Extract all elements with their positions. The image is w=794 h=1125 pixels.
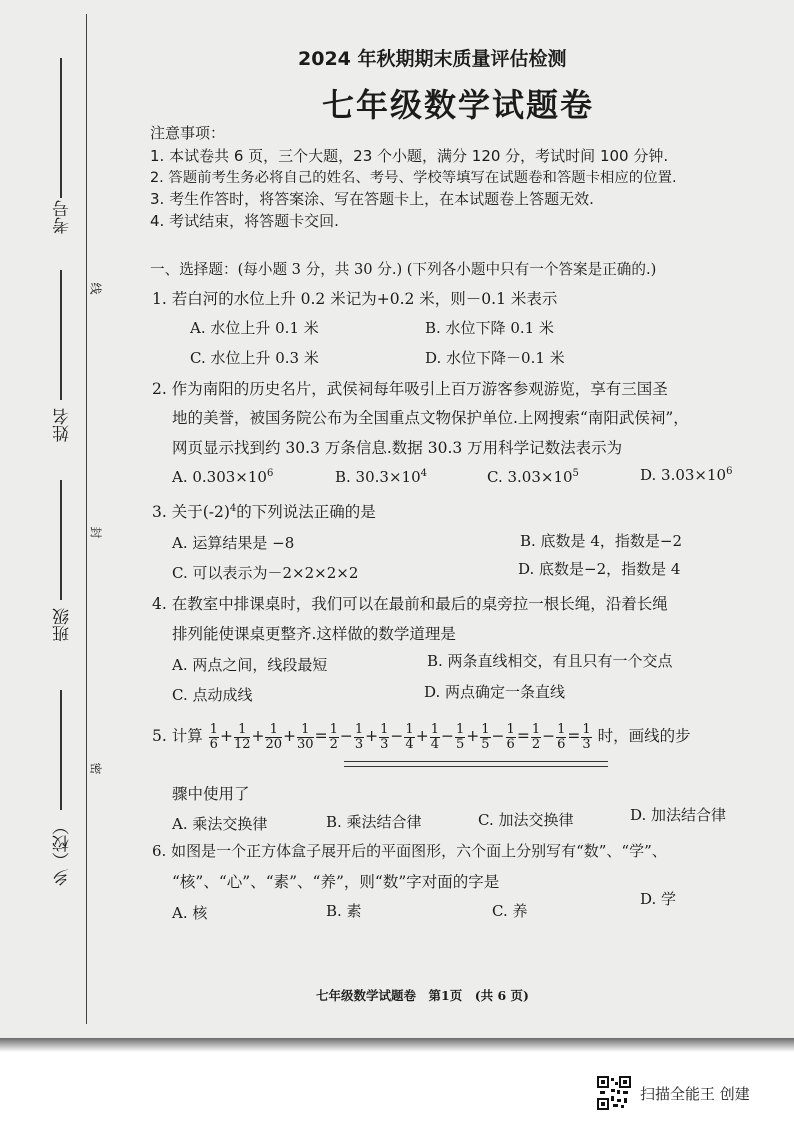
name-underline — [60, 270, 62, 400]
q2-line-3: 网页显示找到约 30.3 万条信息.数据 30.3 万用科学记数法表示为 — [172, 439, 623, 457]
q4-option-a: A. 两点之间，线段最短 — [172, 656, 328, 674]
paper-title: 七年级数学试题卷 — [322, 86, 595, 124]
q3-option-d: D. 底数是−2，指数是 4 — [518, 560, 681, 578]
q2-option-c: C. $3.03\times 10^5$ — [487, 468, 579, 486]
q5-expression: $\frac{1}{6}$ + $\frac{1}{12}$ + $\frac{1}{20}$ + $\frac{1}{30}$ = $\frac{1}{2}$ − $\frac{1}{3}$ + $\frac{1}{3}$ − $\frac{1}{4}$ + $\frac{1}{4}$ − $\frac{1}{5}$ + $\frac{1}{5}$ − $\frac{1}{6}$ = $\frac{1}{2}$ − $\frac{1}{6}$ = $\frac{1}{3}$ — [209, 721, 591, 752]
cut-mark-line: 线 — [88, 282, 103, 295]
q5-line-2: 骤中使用了 — [172, 785, 250, 803]
school-label: 乡（校） — [53, 818, 73, 886]
q2-option-b: B. $30.3\times 10^4$ — [335, 468, 427, 486]
q5-option-c: C. 加法交换律 — [478, 811, 574, 829]
q4-option-c: C. 点动成线 — [172, 686, 253, 704]
q3-option-b: B. 底数是 4，指数是−2 — [520, 532, 682, 550]
q1-option-d: D. 水位下降－0.1 米 — [425, 349, 565, 367]
notice-item-2: 2. 答题前考生务必将自己的姓名、考号、学校等填写在试题卷和答题卡相应的位置. — [150, 170, 677, 186]
notice-item-4: 4. 考试结束，将答题卡交回. — [150, 212, 339, 230]
q4-option-d: D. 两点确定一条直线 — [424, 683, 566, 701]
q6-line-1: 6. 如图是一个正方体盒子展开后的平面图形，六个面上分别写有“数”、“学”、 — [152, 842, 667, 860]
cut-mark-seal: 封 — [88, 526, 103, 539]
q3-stem: 3. 关于$(-2)^4$的下列说法正确的是 — [152, 502, 376, 521]
class-label: 班级 — [53, 608, 73, 642]
q4-line-1: 4. 在教室中排课桌时，我们可以在最前和最后的桌旁拉一根长绳，沿着长绳 — [152, 595, 668, 613]
paper-bottom-edge — [0, 1038, 794, 1052]
q2-option-a: A. $0.303\times 10^6$ — [172, 468, 274, 486]
q1-option-b: B. 水位下降 0.1 米 — [425, 319, 554, 337]
q3-option-c: C. 可以表示为－2×2×2×2 — [172, 564, 359, 582]
q4-option-b: B. 两条直线相交，有且只有一个交点 — [427, 652, 673, 670]
notice-item-1: 1. 本试卷共 6 页，三个大题，23 个小题，满分 120 分，考试时间 100 分钟. — [150, 147, 669, 165]
q5-stem: 5. 计算 $\frac{1}{6}$ + $\frac{1}{12}$ + $\frac{1}{20}$ + $\frac{1}{30}$ = $\frac{1}{2}$ − $\frac{1}{3}$ + $\frac{1}{3}$ − $\frac{1}{4}$ + $\frac{1}{4}$ − $\frac{1}{5}$ + $\frac{1}{5}$ − $\frac{1}{6}$ = $\frac{1}{2}$ − $\frac{1}{6}$ = $\frac{1}{3}$ 时，画线的步 — [152, 721, 691, 752]
q1-option-c: C. 水位上升 0.3 米 — [190, 349, 319, 367]
q5-option-b: B. 乘法结合律 — [326, 813, 422, 831]
q3-option-a: A. 运算结果是 −8 — [172, 534, 295, 552]
exam-no-underline — [60, 58, 62, 198]
q5-option-a: A. 乘法交换律 — [172, 815, 268, 833]
exam-title: 2024 年秋期期末质量评估检测 — [298, 48, 567, 70]
school-underline — [60, 690, 62, 810]
q2-line-2: 地的美誉，被国务院公布为全国重点文物保护单位.上网搜索“南阳武侯祠”， — [172, 409, 689, 427]
exam-no-label: 考号 — [53, 200, 73, 234]
section-title: 一、选择题：(每小题 3 分，共 30 分.) (下列各小题中只有一个答案是正确的.) — [150, 261, 657, 278]
cut-mark-secret: 密 — [88, 762, 103, 775]
q6-option-d: D. 学 — [640, 890, 677, 908]
qr-code-icon — [597, 1076, 631, 1110]
scanner-watermark: 扫描全能王 创建 — [640, 1085, 750, 1103]
q4-line-2: 排列能使课桌更整齐.这样做的数学道理是 — [172, 625, 456, 643]
q1-stem: 1. 若白河的水位上升 0.2 米记为+0.2 米，则－0.1 米表示 — [152, 290, 558, 308]
notice-item-3: 3. 考生作答时，将答案涂、写在答题卡上，在本试题卷上答题无效. — [150, 190, 594, 208]
notice-heading: 注意事项： — [150, 124, 226, 142]
class-underline — [60, 480, 62, 600]
q5-double-underline — [344, 761, 608, 767]
binding-line — [86, 14, 87, 1024]
q6-option-a: A. 核 — [172, 904, 208, 922]
q5-option-d: D. 加法结合律 — [630, 806, 727, 824]
name-label: 姓名 — [53, 408, 73, 442]
q2-option-d: D. $3.03\times 10^6$ — [640, 466, 733, 484]
q2-line-1: 2. 作为南阳的历史名片，武侯祠每年吸引上百万游客参观游览，享有三国圣 — [152, 380, 668, 398]
q6-line-2: “核”、“心”、“素”、“养”，则“数”字对面的字是 — [172, 873, 500, 891]
q6-option-c: C. 养 — [492, 902, 528, 920]
q1-option-a: A. 水位上升 0.1 米 — [190, 319, 319, 337]
q6-option-b: B. 素 — [326, 902, 362, 920]
page-footer: 七年级数学试题卷 第1页 (共 6 页) — [316, 988, 529, 1003]
